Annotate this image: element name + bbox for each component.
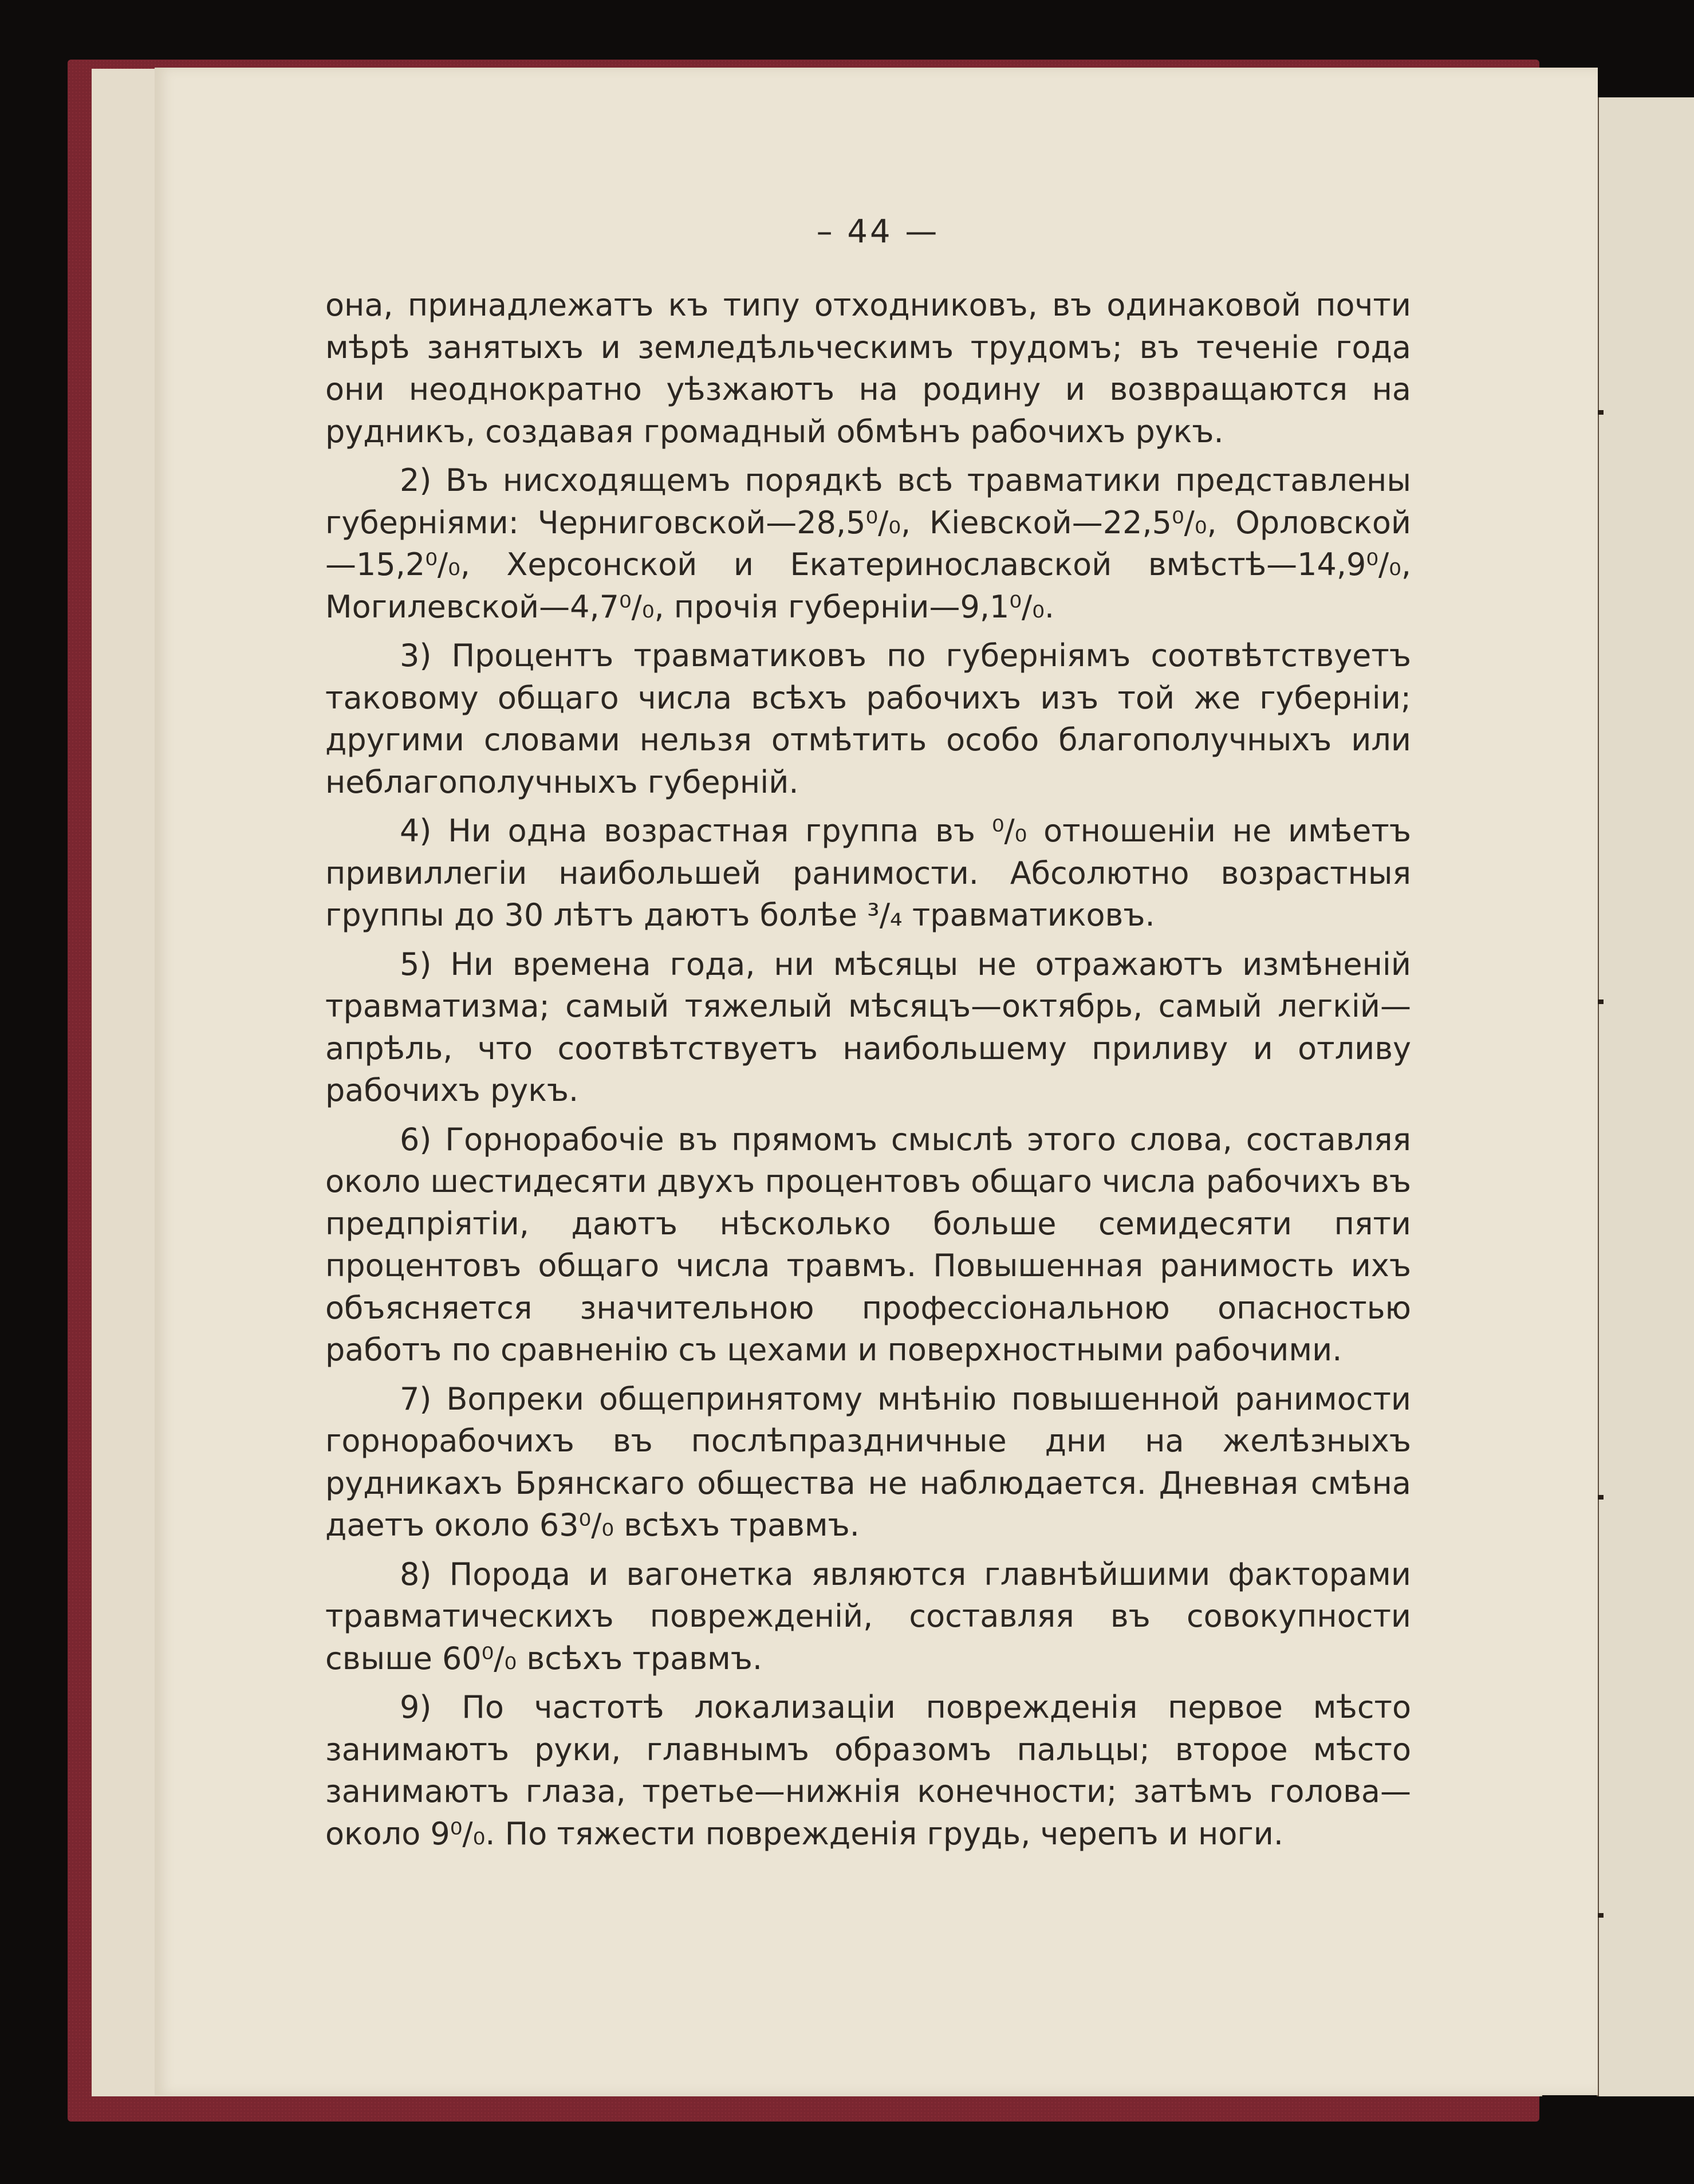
paragraph-5: 5) Ни времена года, ни мѣсяцы не отражаютъ измѣненій травматизма; самый тяжелый мѣсяцъ—октябрь, самый легкій—апрѣль, что соотвѣтствуетъ наибольшему приливу и отливу рабочихъ рукъ. <box>325 946 1411 1108</box>
page-text <box>325 284 1411 1862</box>
paragraph-9: 9) По частотѣ локализаціи поврежденія первое мѣсто занимаютъ руки, главнымъ образомъ пальцы; второе мѣсто занимаютъ глаза, третье—нижнія конечности; затѣмъ голова—около 9⁰/₀. По тяжести поврежденія грудь, черепъ и ноги. <box>325 1689 1411 1852</box>
paragraph-4: 4) Ни одна возрастная группа въ ⁰/₀ отношеніи не имѣетъ привиллегіи наибольшей ранимости. Абсолютно возрастныя группы до 30 лѣтъ даютъ болѣе ³/₄ травматиковъ. <box>325 813 1411 933</box>
paragraph-6: 6) Горнорабочіе въ прямомъ смыслѣ этого слова, составляя около шестидесяти двухъ процентовъ общаго числа рабочихъ въ предпріятіи, даютъ нѣсколько больше семидесяти пяти процентовъ общаго числа травмъ. Повышенная ранимость ихъ объясняется значительною профессіональною опасностью работъ по сравненію съ цехами и поверхностными рабочими. <box>325 1121 1411 1368</box>
paragraph-3: 3) Процентъ травматиковъ по губерніямъ соотвѣтствуетъ таковому общаго числа всѣхъ рабочихъ изъ той же губерніи; другими словами нельзя отмѣтить особо благополучныхъ или неблагополучныхъ губерній. <box>325 638 1411 800</box>
paragraph-2: 2) Въ нисходящемъ порядкѣ всѣ травматики представлены губерніями: Черниговской—28,5⁰/₀, Кіевской—22,5⁰/₀, Орловской—15,2⁰/₀, Херсонской и Екатеринославской вмѣстѣ—14,9⁰/₀, Могилевской—4,7⁰/₀, прочія губерніи—9,1⁰/₀. <box>325 462 1411 625</box>
page-number: – 44 — <box>816 213 940 250</box>
paragraph-7: 7) Вопреки общепринятому мнѣнію повышенной ранимости горнорабочихъ въ послѣпраздничные дни на желѣзныхъ рудникахъ Брянскаго общества не наблюдается. Дневная смѣна даетъ около 63⁰/₀ всѣхъ травмъ. <box>325 1380 1411 1543</box>
paragraph-8: 8) Порода и вагонетка являются главнѣйшими факторами травматическихъ поврежденій, составляя въ совокупности свыше 60⁰/₀ всѣхъ травмъ. <box>325 1556 1411 1677</box>
next-page-edge <box>1597 97 1694 2096</box>
paragraph-continuation: она, принадлежатъ къ типу отходниковъ, въ одинаковой почти мѣрѣ занятыхъ и земледѣльческимъ трудомъ; въ теченіе года они неоднократно уѣзжаютъ на родину и возвращаются на рудникъ, создавая громадный обмѣнъ рабочихъ рукъ. <box>325 287 1411 450</box>
